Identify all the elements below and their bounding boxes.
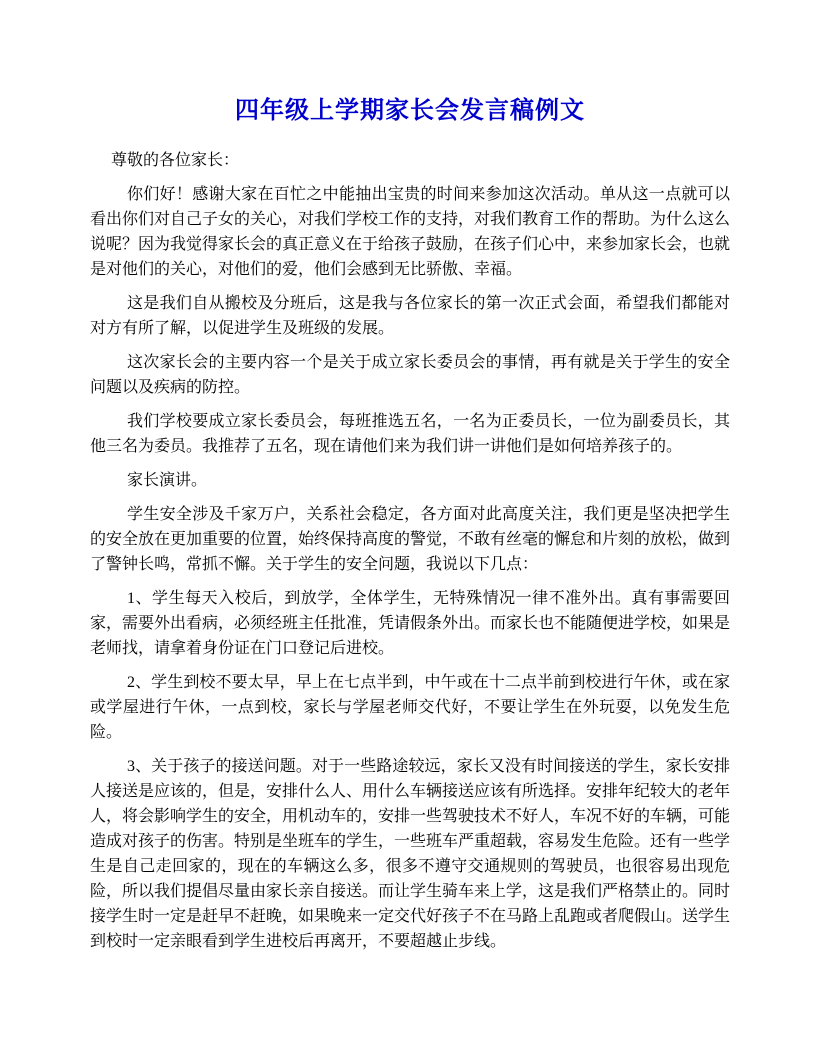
paragraph: 家长演讲。 [127,472,208,489]
paragraph: 这是我们自从搬校及分班后，这是我与各位家长的第一次正式会面，希望我们都能对对方有所了解，以促进学生及班级的发展。 [90,295,730,337]
paragraph: 1、学生每天入校后，到放学，全体学生，无特殊情况一律不准外出。真有事需要回家，需要外出看病，必须经班主任批准，凭请假条外出。而家长也不能随便进学校，如果是老师找，请拿着身份证在门口登记后进校。 [90,590,731,657]
document-body [90,182,730,954]
document-title: 四年级上学期家长会发言稿例文 [235,98,585,124]
paragraph: 学生安全涉及千家万户，关系社会稳定，各方面对此高度关注，我们更是坚决把学生的安全放在更加重要的位置，始终保持高度的警觉，不敢有丝毫的懈怠和片刻的放松，做到了警钟长鸣，常抓不懈。关于学生的安全问题，我说以下几点： [90,506,731,573]
paragraph: 这次家长会的主要内容一个是关于成立家长委员会的事情，再有就是关于学生的安全问题以及疾病的防控。 [90,354,730,396]
greeting-line: 尊敬的各位家长： [111,152,240,169]
paragraph: 我们学校要成立家长委员会，每班推选五名，一名为正委员长，一位为副委员长，其他三名为委员。我推荐了五名，现在请他们来为我们讲一讲他们是如何培养孩子的。 [90,413,730,455]
paragraph: 你们好！感谢大家在百忙之中能抽出宝贵的时间来参加这次活动。单从这一点就可以看出你们对自己子女的关心，对我们学校工作的支持，对我们教育工作的帮助。为什么这么说呢？因为我觉得家长会的真正意义在于给孩子鼓励，在孩子们心中，来参加家长会，也就是对他们的关心，对他们的爱，他们会感到无比骄傲、幸福。 [90,186,731,278]
paragraph: 3、关于孩子的接送问题。对于一些路途较远，家长又没有时间接送的学生，家长安排人接送是应该的，但是，安排什么人、用什么车辆接送应该有所选择。安排年纪较大的老年人，将会影响学生的安全，用机动车的，安排一些驾驶技术不好人，车况不好的车辆，可能造成对孩子的伤害。特别是坐班车的学生，一些班车严重超载，容易发生危险。还有一些学生是自己走回家的，现在的车辆这么多，很多不遵守交通规则的驾驶员，也很容易出现危险，所以我们提倡尽量由家长亲自接送。而让学生骑车来上学，这是我们严格禁止的。同时接学生时一定是赶早不赶晚，如果晚来一定交代好孩子不在马路上乱跑或者爬假山。送学生到校时一定亲眼看到学生进校后再离开，不要超越止步线。 [90,758,731,950]
paragraph: 2、学生到校不要太早，早上在七点半到，中午或在十二点半前到校进行午休，或在家或学屋进行午休，一点到校，家长与学屋老师交代好，不要让学生在外玩耍，以免发生危险。 [90,674,730,741]
